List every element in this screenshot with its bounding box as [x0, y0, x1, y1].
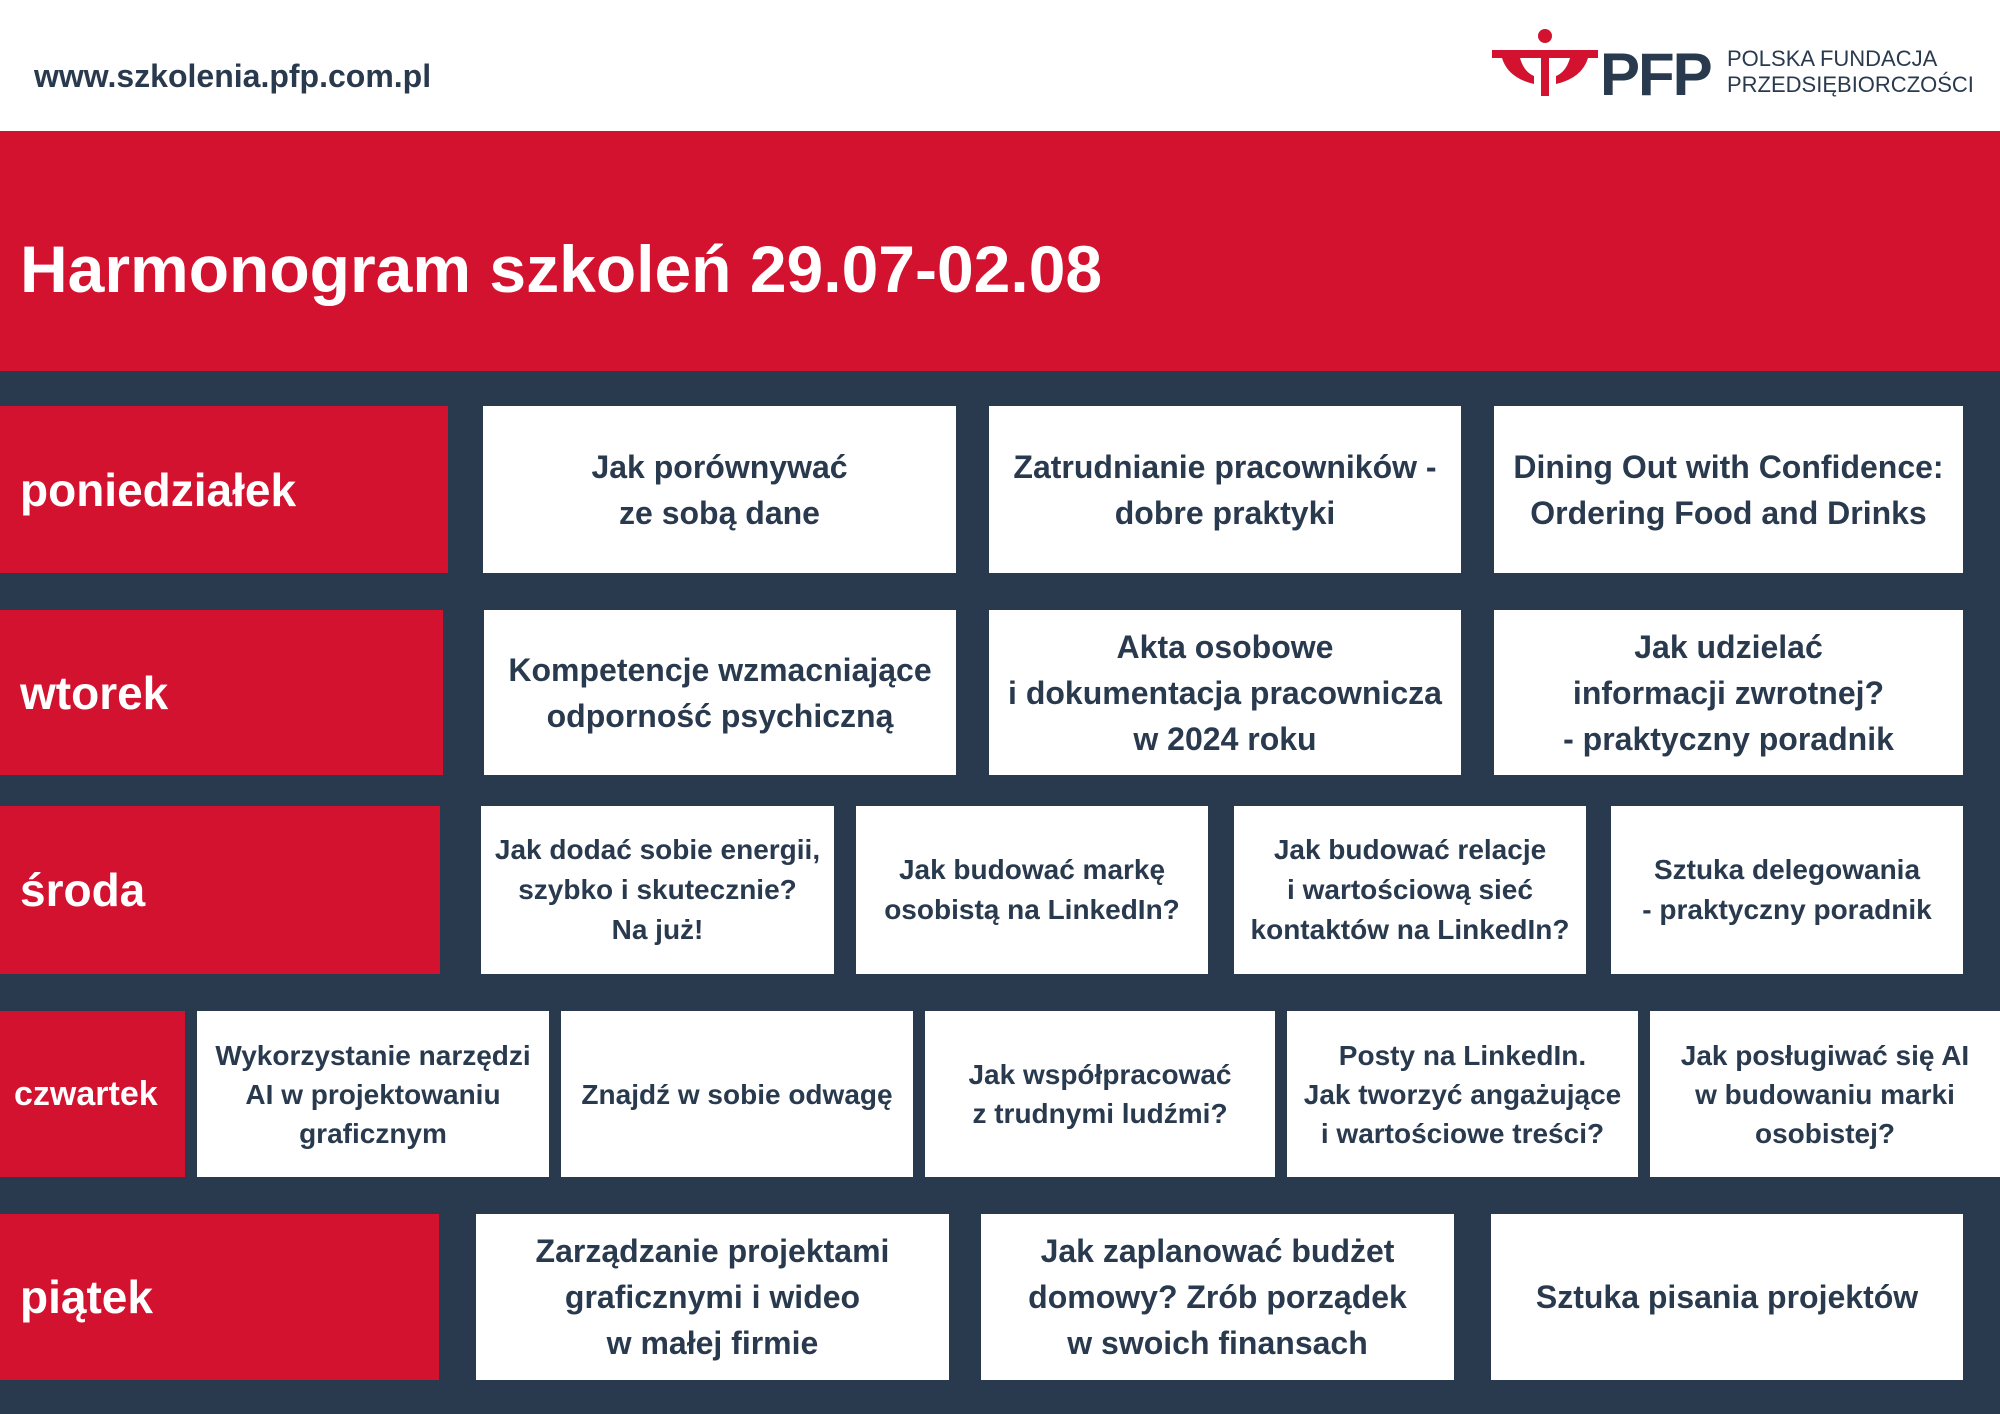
pfp-logo-icon [1490, 28, 1600, 98]
header [0, 0, 2000, 131]
training-card[interactable]: Jak budować markę osobistą na LinkedIn? [856, 806, 1208, 974]
training-card[interactable]: Akta osobowe i dokumentacja pracownicza w 2024 roku [989, 610, 1461, 775]
training-card[interactable]: Jak porównywać ze sobą dane [483, 406, 956, 573]
page-title: Harmonogram szkoleń 29.07-02.08 [20, 232, 1103, 306]
training-card[interactable]: Jak posługiwać się AI w budowaniu marki osobistej? [1650, 1011, 2000, 1177]
training-card[interactable]: Zatrudnianie pracowników - dobre praktyki [989, 406, 1461, 573]
training-card[interactable]: Sztuka delegowania - praktyczny poradnik [1611, 806, 1963, 974]
training-card[interactable]: Jak współpracować z trudnymi ludźmi? [925, 1011, 1275, 1177]
training-card[interactable]: Jak zaplanować budżet domowy? Zrób porządek w swoich finansach [981, 1214, 1454, 1380]
logo-full-name [1727, 46, 1974, 98]
training-card[interactable]: Posty na LinkedIn. Jak tworzyć angażujące i wartościowe treści? [1287, 1011, 1638, 1177]
training-card[interactable]: Dining Out with Confidence: Ordering Food and Drinks [1494, 406, 1963, 573]
training-card[interactable]: Jak dodać sobie energii, szybko i skutecznie? Na już! [481, 806, 834, 974]
training-card[interactable]: Sztuka pisania projektów [1491, 1214, 1963, 1380]
title-banner [0, 131, 2000, 371]
day-monday: poniedziałek [0, 406, 448, 573]
training-card[interactable]: Jak budować relacje i wartościową sieć kontaktów na LinkedIn? [1234, 806, 1586, 974]
logo-line-2: PRZEDSIĘBIORCZOŚCI [1727, 72, 1974, 97]
training-card[interactable]: Jak udzielać informacji zwrotnej? - praktyczny poradnik [1494, 610, 1963, 775]
training-card[interactable]: Zarządzanie projektami graficznymi i wideo w małej firmie [476, 1214, 949, 1380]
day-friday: piątek [0, 1214, 439, 1380]
day-tuesday: wtorek [0, 610, 443, 775]
training-card[interactable]: Wykorzystanie narzędzi AI w projektowaniu graficznym [197, 1011, 549, 1177]
training-card[interactable]: Kompetencje wzmacniające odporność psychiczną [484, 610, 956, 775]
logo-short: PFP [1600, 41, 1711, 108]
website-link[interactable]: www.szkolenia.pfp.com.pl [34, 58, 432, 94]
logo-line-1: POLSKA FUNDACJA [1727, 46, 1938, 71]
pfp-logo[interactable] [1490, 28, 1974, 108]
training-card[interactable]: Znajdź w sobie odwagę [561, 1011, 913, 1177]
day-wednesday: środa [0, 806, 440, 974]
day-thursday: czwartek [0, 1011, 185, 1177]
